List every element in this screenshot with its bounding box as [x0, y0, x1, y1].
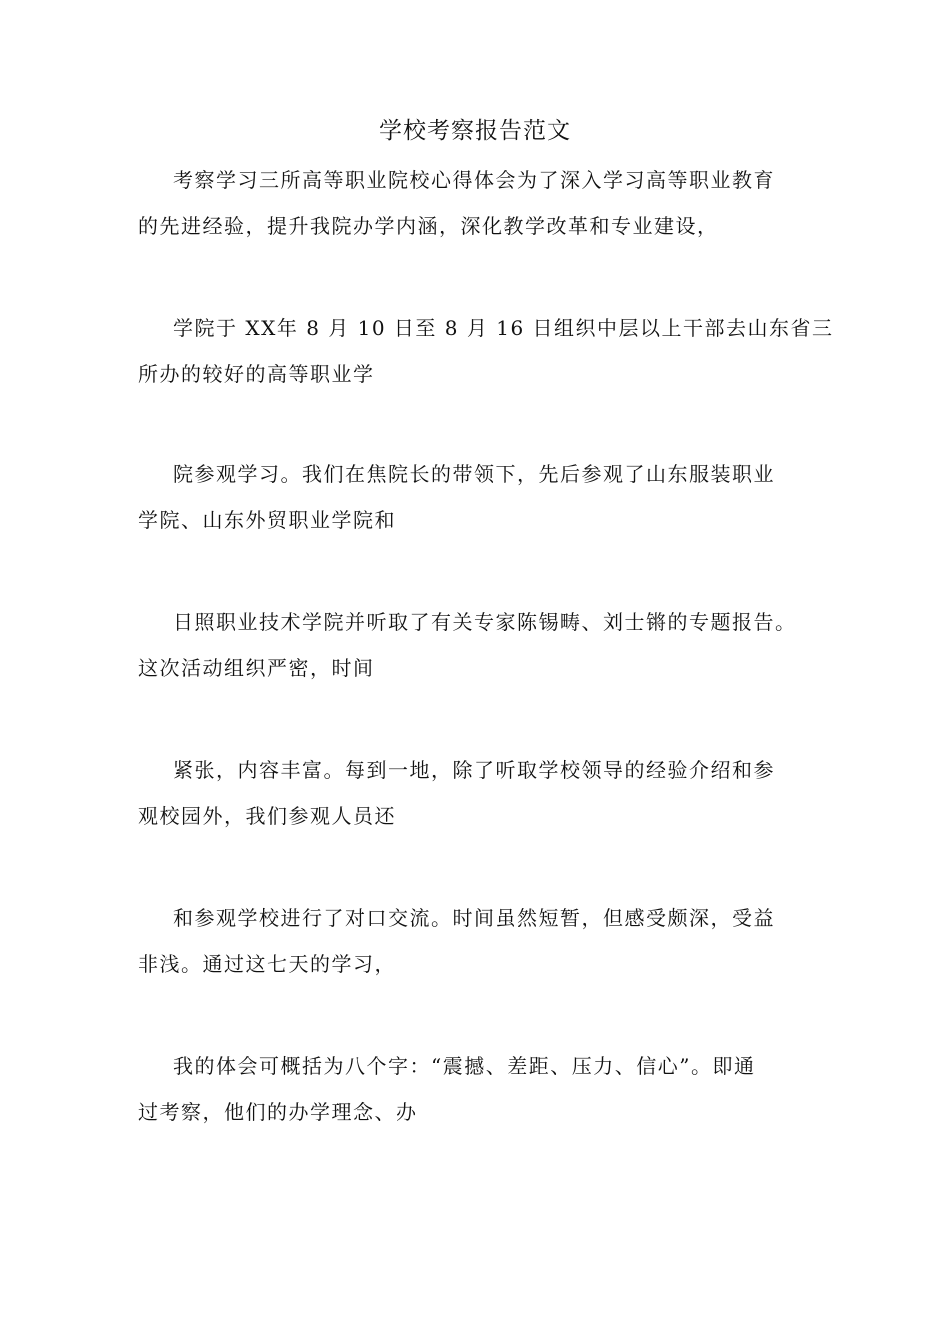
paragraph-line: 的先进经验，提升我院办学内涵，深化教学改革和专业建设，	[138, 214, 719, 238]
paragraph-line: 院参观学习。我们在焦院长的带领下，先后参观了山东服装职业	[173, 462, 775, 486]
paragraph-line: 学院于 XX年 8 月 10 日至 8 月 16 日组织中层以上干部去山东省三	[173, 316, 834, 340]
paragraph-line: 观校园外，我们参观人员还	[138, 804, 396, 828]
paragraph-line: 所办的较好的高等职业学	[138, 362, 375, 386]
paragraph-2	[138, 305, 834, 397]
paragraph-6	[138, 895, 818, 987]
paragraph-line: 非浅。通过这七天的学习，	[138, 952, 396, 976]
paragraph-line: 和参观学校进行了对口交流。时间虽然短暂，但感受颇深，受益	[173, 906, 775, 930]
paragraph-4	[138, 599, 818, 691]
paragraph-line: 这次活动组织严密，时间	[138, 656, 375, 680]
document-title: 学校考察报告范文	[379, 118, 571, 144]
paragraph-line: 日照职业技术学院并听取了有关专家陈锡畴、刘士锵的专题报告。	[173, 610, 797, 634]
paragraph-1	[138, 157, 818, 249]
paragraph-5	[138, 747, 818, 839]
paragraph-line: 我的体会可概括为八个字：“震撼、差距、压力、信心”。即通	[173, 1054, 756, 1078]
paragraph-line: 学院、山东外贸职业学院和	[138, 508, 396, 532]
paragraph-line: 过考察，他们的办学理念、办	[138, 1100, 418, 1124]
paragraph-line: 考察学习三所高等职业院校心得体会为了深入学习高等职业教育	[173, 168, 775, 192]
paragraph-7	[138, 1043, 818, 1135]
paragraph-line: 紧张，内容丰富。每到一地，除了听取学校领导的经验介绍和参	[173, 758, 775, 782]
paragraph-3	[138, 451, 818, 543]
